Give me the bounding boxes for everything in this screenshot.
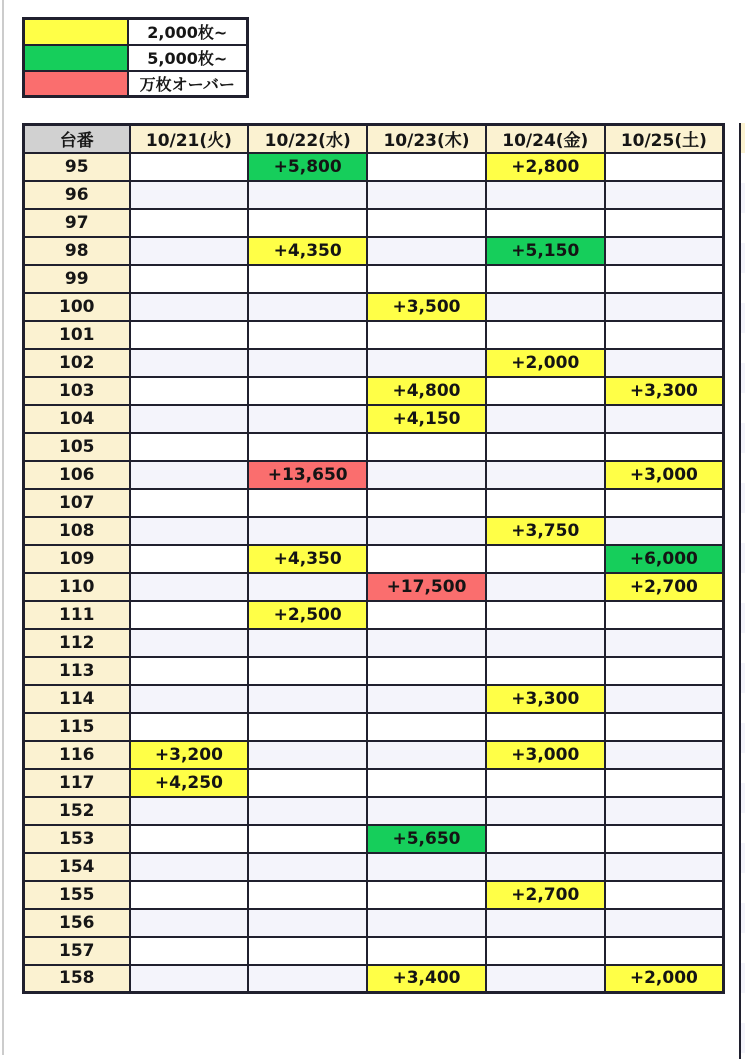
sliver-cell bbox=[741, 783, 745, 813]
result-cell-yellow: +2,700 bbox=[486, 881, 605, 909]
empty-cell bbox=[130, 937, 249, 965]
legend-swatch-green bbox=[24, 45, 128, 71]
machine-number: 152 bbox=[24, 797, 130, 825]
empty-cell bbox=[486, 713, 605, 741]
machine-row-108 bbox=[24, 517, 724, 545]
machine-number: 101 bbox=[24, 321, 130, 349]
empty-cell bbox=[367, 629, 486, 657]
empty-cell bbox=[130, 797, 249, 825]
empty-cell bbox=[605, 489, 724, 517]
empty-cell bbox=[130, 657, 249, 685]
sliver-cell bbox=[741, 753, 745, 783]
empty-cell bbox=[130, 909, 249, 937]
machine-number: 104 bbox=[24, 405, 130, 433]
empty-cell bbox=[130, 321, 249, 349]
machine-row-113 bbox=[24, 657, 724, 685]
empty-cell bbox=[605, 293, 724, 321]
empty-cell bbox=[605, 209, 724, 237]
sliver-cell bbox=[741, 663, 745, 693]
empty-cell bbox=[605, 853, 724, 881]
machine-number: 108 bbox=[24, 517, 130, 545]
empty-cell bbox=[130, 713, 249, 741]
result-cell-yellow: +2,800 bbox=[486, 153, 605, 181]
legend-label-yellow: 2,000枚~ bbox=[128, 19, 248, 45]
results-table bbox=[22, 123, 725, 994]
result-cell-yellow: +4,350 bbox=[248, 237, 367, 265]
empty-cell bbox=[367, 321, 486, 349]
empty-cell bbox=[367, 909, 486, 937]
machine-number: 103 bbox=[24, 377, 130, 405]
empty-cell bbox=[605, 629, 724, 657]
legend-swatch-red bbox=[24, 71, 128, 97]
empty-cell bbox=[248, 293, 367, 321]
result-cell-yellow: +3,400 bbox=[367, 965, 486, 993]
result-cell-red: +13,650 bbox=[248, 461, 367, 489]
date-header: 10/25(土) bbox=[605, 125, 724, 153]
sliver-cell bbox=[741, 213, 745, 243]
empty-cell bbox=[605, 433, 724, 461]
sliver-cell bbox=[741, 423, 745, 453]
empty-cell bbox=[130, 405, 249, 433]
machine-row-154 bbox=[24, 853, 724, 881]
empty-cell bbox=[605, 405, 724, 433]
empty-cell bbox=[130, 433, 249, 461]
result-cell-yellow: +4,150 bbox=[367, 405, 486, 433]
empty-cell bbox=[367, 853, 486, 881]
empty-cell bbox=[248, 909, 367, 937]
empty-cell bbox=[605, 741, 724, 769]
sliver-cell bbox=[741, 903, 745, 933]
empty-cell bbox=[130, 601, 249, 629]
machine-number: 102 bbox=[24, 349, 130, 377]
empty-cell bbox=[248, 965, 367, 993]
empty-cell bbox=[605, 349, 724, 377]
empty-cell bbox=[367, 209, 486, 237]
machine-row-116 bbox=[24, 741, 724, 769]
sliver-cell bbox=[741, 603, 745, 633]
empty-cell bbox=[486, 853, 605, 881]
legend-row-yellow bbox=[24, 19, 248, 45]
sliver-cell bbox=[741, 513, 745, 543]
sliver-cell bbox=[741, 873, 745, 903]
legend-swatch-yellow bbox=[24, 19, 128, 45]
result-cell-yellow: +4,350 bbox=[248, 545, 367, 573]
machine-number: 117 bbox=[24, 769, 130, 797]
empty-cell bbox=[130, 965, 249, 993]
sliver-cell bbox=[741, 183, 745, 213]
empty-cell bbox=[130, 461, 249, 489]
empty-cell bbox=[486, 797, 605, 825]
empty-cell bbox=[486, 293, 605, 321]
empty-cell bbox=[605, 321, 724, 349]
date-header: 10/24(金) bbox=[486, 125, 605, 153]
empty-cell bbox=[130, 181, 249, 209]
empty-cell bbox=[486, 825, 605, 853]
machine-row-97 bbox=[24, 209, 724, 237]
empty-cell bbox=[367, 489, 486, 517]
empty-cell bbox=[605, 237, 724, 265]
machine-row-107 bbox=[24, 489, 724, 517]
machine-number: 111 bbox=[24, 601, 130, 629]
empty-cell bbox=[130, 629, 249, 657]
machine-row-104 bbox=[24, 405, 724, 433]
empty-cell bbox=[486, 769, 605, 797]
empty-cell bbox=[486, 461, 605, 489]
empty-cell bbox=[367, 769, 486, 797]
machine-row-109 bbox=[24, 545, 724, 573]
empty-cell bbox=[248, 489, 367, 517]
empty-cell bbox=[130, 293, 249, 321]
empty-cell bbox=[605, 937, 724, 965]
result-cell-yellow: +2,700 bbox=[605, 573, 724, 601]
date-header: 10/23(木) bbox=[367, 125, 486, 153]
machine-row-112 bbox=[24, 629, 724, 657]
empty-cell bbox=[130, 377, 249, 405]
machine-number: 115 bbox=[24, 713, 130, 741]
empty-cell bbox=[248, 685, 367, 713]
empty-cell bbox=[367, 433, 486, 461]
empty-cell bbox=[486, 657, 605, 685]
sliver-cell bbox=[741, 723, 745, 753]
machine-number: 106 bbox=[24, 461, 130, 489]
legend bbox=[22, 17, 249, 98]
legend-row-red bbox=[24, 71, 248, 97]
sliver-cell bbox=[741, 693, 745, 723]
machine-row-114 bbox=[24, 685, 724, 713]
sliver-cell bbox=[741, 543, 745, 573]
empty-cell bbox=[486, 433, 605, 461]
empty-cell bbox=[367, 349, 486, 377]
empty-cell bbox=[130, 573, 249, 601]
result-cell-yellow: +3,300 bbox=[486, 685, 605, 713]
machine-number: 110 bbox=[24, 573, 130, 601]
empty-cell bbox=[367, 265, 486, 293]
empty-cell bbox=[130, 685, 249, 713]
legend-label-red: 万枚オーバー bbox=[128, 71, 248, 97]
sliver-cell bbox=[741, 843, 745, 873]
empty-cell bbox=[486, 181, 605, 209]
result-cell-yellow: +2,000 bbox=[605, 965, 724, 993]
machine-row-156 bbox=[24, 909, 724, 937]
empty-cell bbox=[605, 825, 724, 853]
result-cell-yellow: +3,300 bbox=[605, 377, 724, 405]
empty-cell bbox=[367, 461, 486, 489]
machine-row-117 bbox=[24, 769, 724, 797]
empty-cell bbox=[130, 545, 249, 573]
result-cell-red: +17,500 bbox=[367, 573, 486, 601]
machine-row-99 bbox=[24, 265, 724, 293]
empty-cell bbox=[130, 237, 249, 265]
empty-cell bbox=[605, 769, 724, 797]
empty-cell bbox=[486, 937, 605, 965]
machine-number: 100 bbox=[24, 293, 130, 321]
empty-cell bbox=[605, 181, 724, 209]
empty-cell bbox=[130, 153, 249, 181]
sliver-cell bbox=[741, 303, 745, 333]
header-row bbox=[24, 125, 724, 153]
empty-cell bbox=[486, 405, 605, 433]
machine-number: 156 bbox=[24, 909, 130, 937]
empty-cell bbox=[367, 657, 486, 685]
legend-row-green bbox=[24, 45, 248, 71]
machine-number: 154 bbox=[24, 853, 130, 881]
machine-row-96 bbox=[24, 181, 724, 209]
empty-cell bbox=[248, 881, 367, 909]
page-left-border bbox=[2, 0, 4, 1055]
corner-header: 台番 bbox=[24, 125, 130, 153]
empty-cell bbox=[605, 265, 724, 293]
machine-number: 157 bbox=[24, 937, 130, 965]
machine-row-100 bbox=[24, 293, 724, 321]
date-header: 10/21(火) bbox=[130, 125, 249, 153]
empty-cell bbox=[605, 797, 724, 825]
machine-row-111 bbox=[24, 601, 724, 629]
machine-row-102 bbox=[24, 349, 724, 377]
empty-cell bbox=[248, 629, 367, 657]
machine-row-106 bbox=[24, 461, 724, 489]
empty-cell bbox=[367, 517, 486, 545]
empty-cell bbox=[248, 433, 367, 461]
empty-cell bbox=[248, 797, 367, 825]
empty-cell bbox=[130, 209, 249, 237]
machine-row-115 bbox=[24, 713, 724, 741]
machine-number: 155 bbox=[24, 881, 130, 909]
empty-cell bbox=[367, 601, 486, 629]
sliver-cell bbox=[741, 453, 745, 483]
sliver-cell bbox=[741, 393, 745, 423]
empty-cell bbox=[248, 181, 367, 209]
sliver-cell bbox=[741, 363, 745, 393]
empty-cell bbox=[367, 545, 486, 573]
machine-row-101 bbox=[24, 321, 724, 349]
machine-row-110 bbox=[24, 573, 724, 601]
empty-cell bbox=[367, 153, 486, 181]
empty-cell bbox=[486, 909, 605, 937]
empty-cell bbox=[486, 573, 605, 601]
empty-cell bbox=[486, 965, 605, 993]
sliver-cell bbox=[741, 333, 745, 363]
empty-cell bbox=[605, 909, 724, 937]
sliver-cell bbox=[741, 1023, 745, 1053]
sliver-cell bbox=[741, 243, 745, 273]
machine-number: 105 bbox=[24, 433, 130, 461]
result-cell-green: +6,000 bbox=[605, 545, 724, 573]
empty-cell bbox=[367, 237, 486, 265]
empty-cell bbox=[130, 517, 249, 545]
result-cell-green: +5,800 bbox=[248, 153, 367, 181]
empty-cell bbox=[367, 937, 486, 965]
empty-cell bbox=[248, 937, 367, 965]
empty-cell bbox=[605, 881, 724, 909]
result-cell-yellow: +2,500 bbox=[248, 601, 367, 629]
machine-number: 114 bbox=[24, 685, 130, 713]
empty-cell bbox=[367, 713, 486, 741]
result-cell-yellow: +3,500 bbox=[367, 293, 486, 321]
empty-cell bbox=[248, 265, 367, 293]
empty-cell bbox=[367, 685, 486, 713]
empty-cell bbox=[605, 517, 724, 545]
sliver-cell bbox=[741, 483, 745, 513]
result-cell-yellow: +3,200 bbox=[130, 741, 249, 769]
next-column-sliver bbox=[739, 123, 745, 1059]
machine-number: 158 bbox=[24, 965, 130, 993]
empty-cell bbox=[248, 573, 367, 601]
machine-number: 116 bbox=[24, 741, 130, 769]
machine-row-155 bbox=[24, 881, 724, 909]
empty-cell bbox=[130, 853, 249, 881]
result-cell-green: +5,150 bbox=[486, 237, 605, 265]
result-cell-yellow: +4,800 bbox=[367, 377, 486, 405]
empty-cell bbox=[130, 349, 249, 377]
empty-cell bbox=[486, 265, 605, 293]
sliver-cell bbox=[741, 573, 745, 603]
empty-cell bbox=[605, 657, 724, 685]
machine-number: 97 bbox=[24, 209, 130, 237]
empty-cell bbox=[248, 825, 367, 853]
machine-number: 95 bbox=[24, 153, 130, 181]
machine-row-158 bbox=[24, 965, 724, 993]
result-cell-yellow: +2,000 bbox=[486, 349, 605, 377]
legend-label-green: 5,000枚~ bbox=[128, 45, 248, 71]
empty-cell bbox=[605, 601, 724, 629]
empty-cell bbox=[486, 209, 605, 237]
machine-row-95 bbox=[24, 153, 724, 181]
empty-cell bbox=[248, 741, 367, 769]
empty-cell bbox=[605, 153, 724, 181]
sliver-cell bbox=[741, 993, 745, 1023]
empty-cell bbox=[486, 629, 605, 657]
sliver-header-cell bbox=[741, 123, 745, 153]
machine-number: 98 bbox=[24, 237, 130, 265]
empty-cell bbox=[486, 601, 605, 629]
empty-cell bbox=[367, 741, 486, 769]
result-cell-yellow: +4,250 bbox=[130, 769, 249, 797]
empty-cell bbox=[248, 405, 367, 433]
result-cell-yellow: +3,000 bbox=[605, 461, 724, 489]
empty-cell bbox=[486, 321, 605, 349]
date-header: 10/22(水) bbox=[248, 125, 367, 153]
machine-row-98 bbox=[24, 237, 724, 265]
result-cell-yellow: +3,750 bbox=[486, 517, 605, 545]
machine-row-103 bbox=[24, 377, 724, 405]
empty-cell bbox=[367, 881, 486, 909]
machine-row-157 bbox=[24, 937, 724, 965]
machine-number: 113 bbox=[24, 657, 130, 685]
empty-cell bbox=[486, 545, 605, 573]
sliver-cell bbox=[741, 153, 745, 183]
machine-number: 107 bbox=[24, 489, 130, 517]
empty-cell bbox=[605, 713, 724, 741]
empty-cell bbox=[248, 349, 367, 377]
machine-number: 109 bbox=[24, 545, 130, 573]
empty-cell bbox=[486, 489, 605, 517]
empty-cell bbox=[130, 881, 249, 909]
machine-number: 153 bbox=[24, 825, 130, 853]
sliver-cell bbox=[741, 273, 745, 303]
machine-number: 112 bbox=[24, 629, 130, 657]
machine-row-153 bbox=[24, 825, 724, 853]
empty-cell bbox=[248, 209, 367, 237]
machine-number: 96 bbox=[24, 181, 130, 209]
machine-row-152 bbox=[24, 797, 724, 825]
machine-number: 99 bbox=[24, 265, 130, 293]
empty-cell bbox=[248, 377, 367, 405]
sliver-cell bbox=[741, 813, 745, 843]
empty-cell bbox=[605, 685, 724, 713]
empty-cell bbox=[130, 825, 249, 853]
result-cell-yellow: +3,000 bbox=[486, 741, 605, 769]
empty-cell bbox=[367, 797, 486, 825]
empty-cell bbox=[248, 769, 367, 797]
machine-row-105 bbox=[24, 433, 724, 461]
empty-cell bbox=[248, 853, 367, 881]
empty-cell bbox=[248, 657, 367, 685]
sliver-cell bbox=[741, 933, 745, 963]
empty-cell bbox=[367, 181, 486, 209]
sliver-cell bbox=[741, 963, 745, 993]
empty-cell bbox=[486, 377, 605, 405]
empty-cell bbox=[130, 489, 249, 517]
empty-cell bbox=[130, 265, 249, 293]
sliver-cell bbox=[741, 633, 745, 663]
empty-cell bbox=[248, 517, 367, 545]
empty-cell bbox=[248, 321, 367, 349]
empty-cell bbox=[248, 713, 367, 741]
result-cell-green: +5,650 bbox=[367, 825, 486, 853]
